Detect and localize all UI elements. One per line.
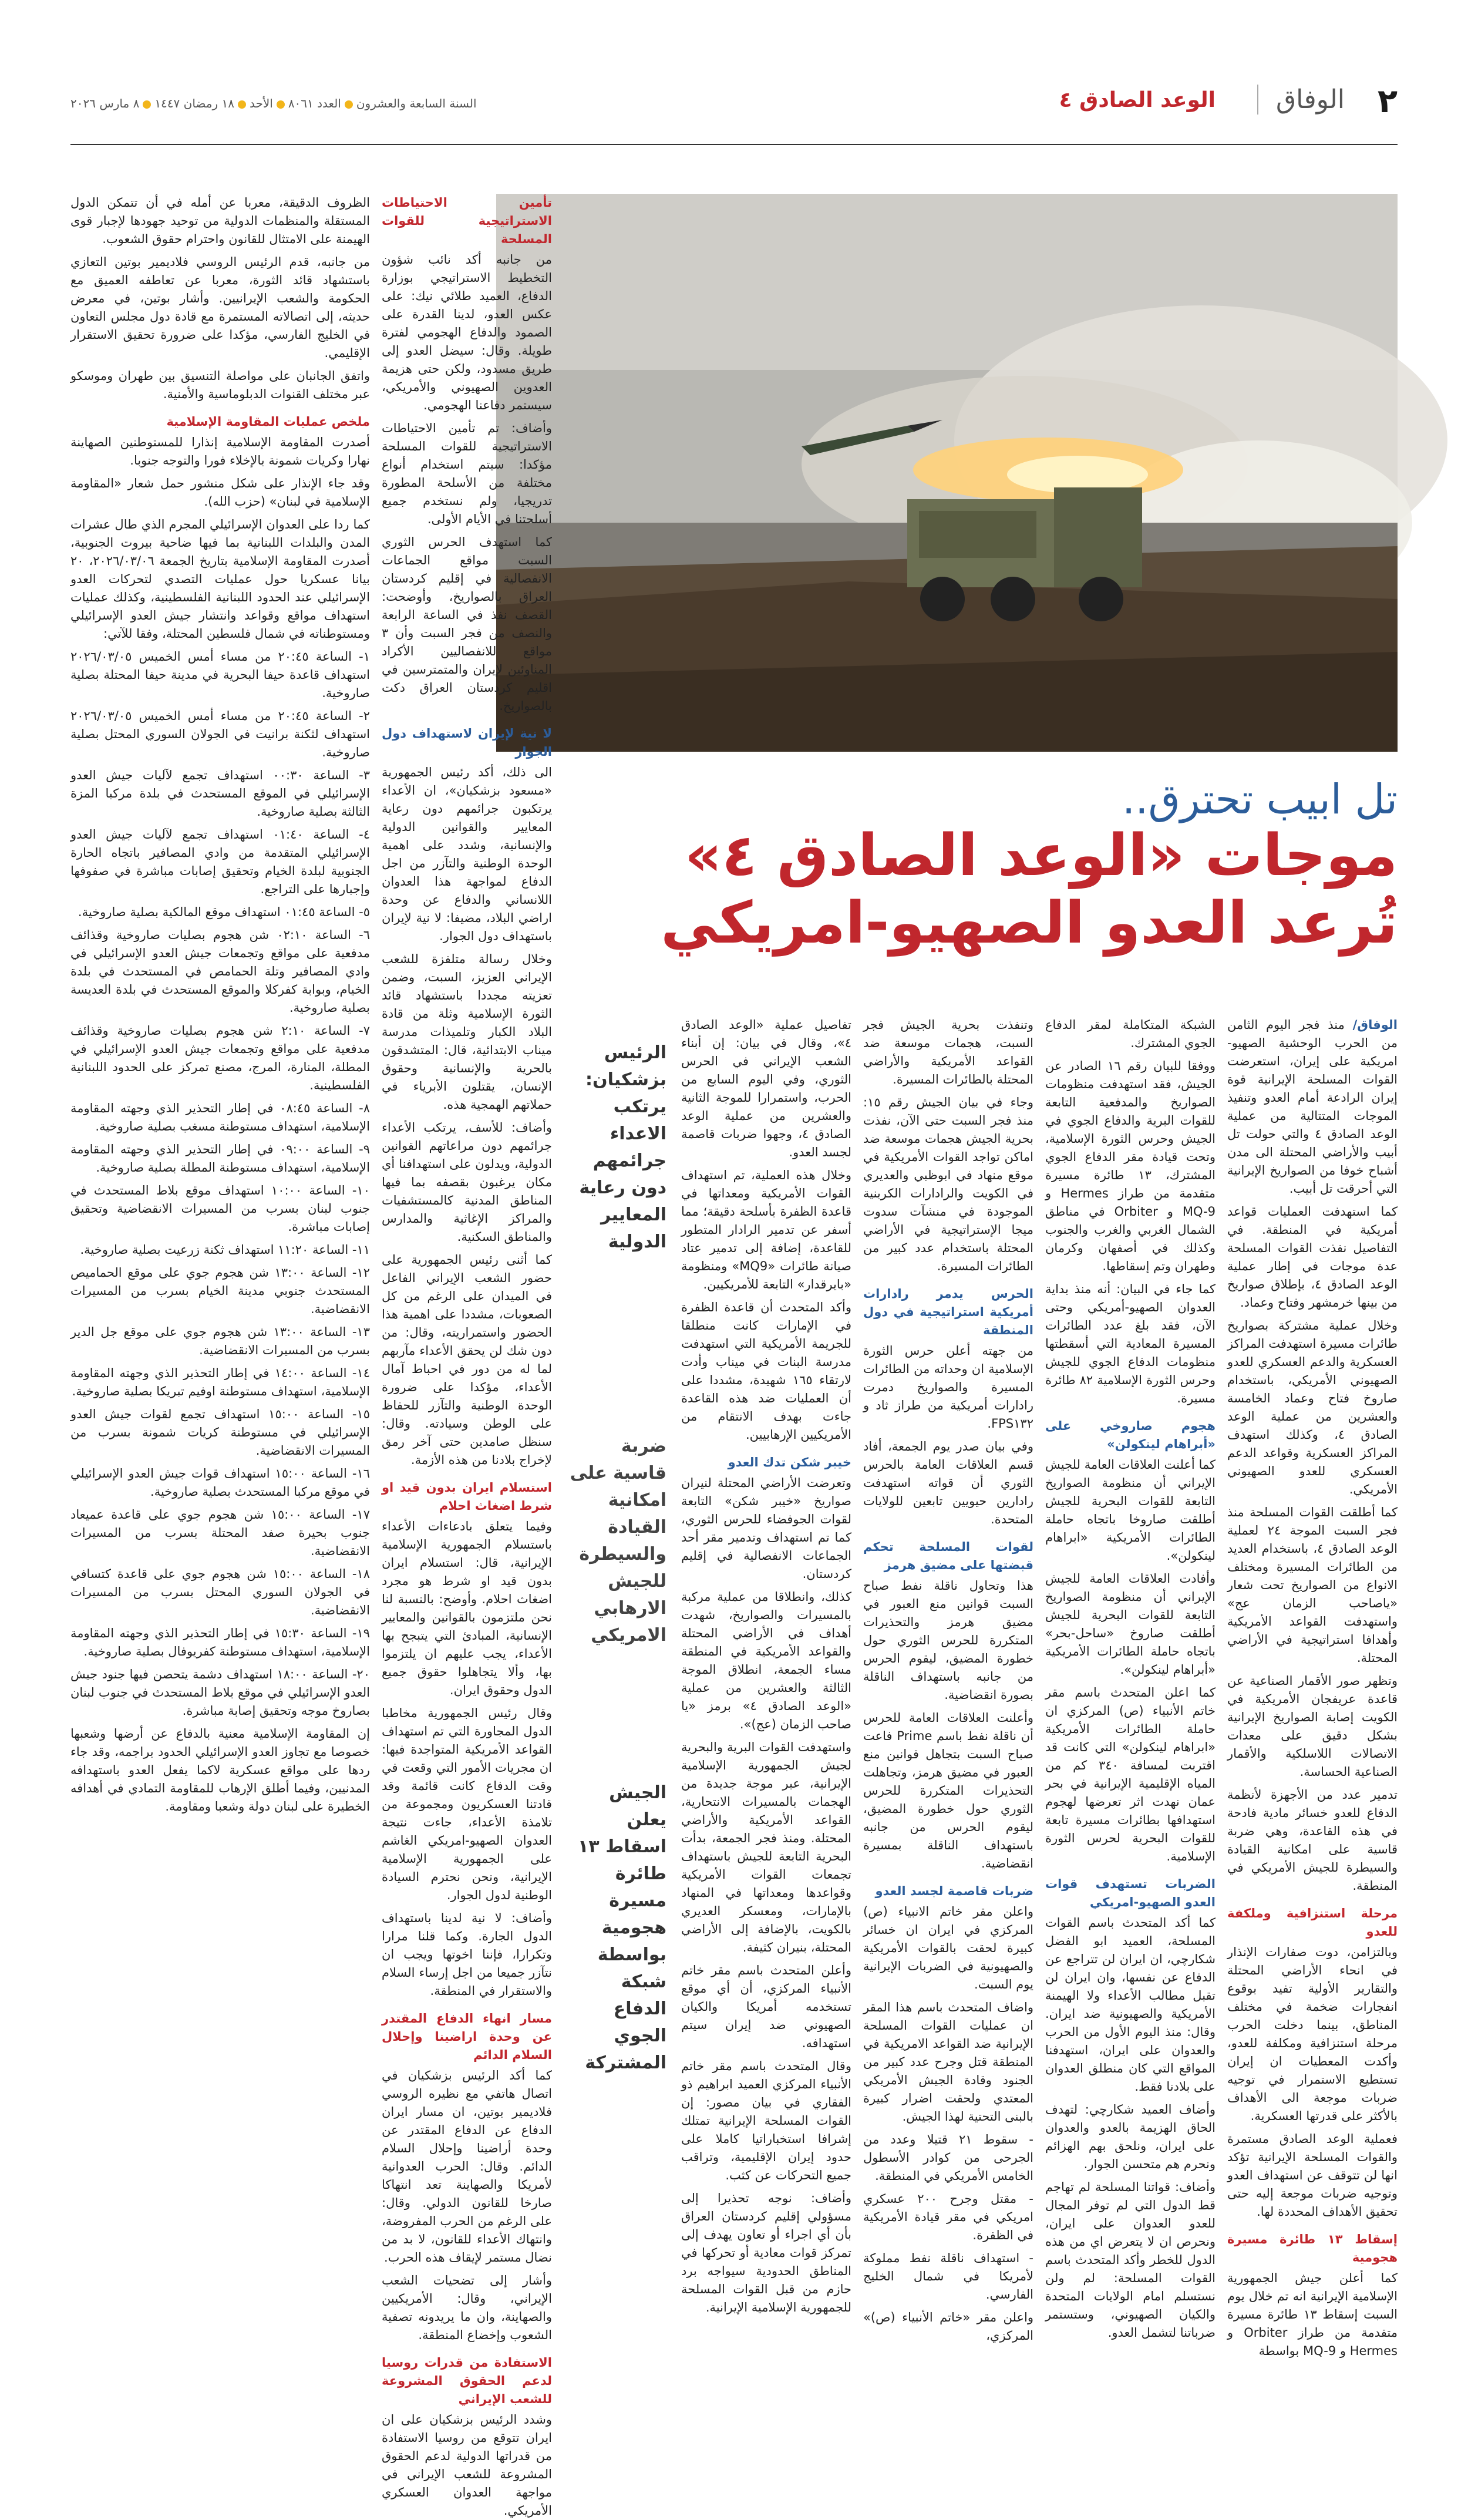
issue-info (70, 96, 477, 110)
subheading: مسار انهاء الدفاع المقتدر عن وحدة اراضينا وإحلال السلام الدائم (382, 2011, 552, 2062)
subheading: ضربات قاصمة لجسد العدو (875, 1884, 1033, 1898)
paragraph: تفاصيل عملية «الوعد الصادق ٤»، وقال في بيان: إن أبناء الشعب الإيراني في الحرس الثوري، وفي اليوم السابع من الحرب، واستمرارا للموجة الثانية والعشرين من عملية الوعد الصادق ٤، وجهوا ضربات قاصمة لجسد العدو. (681, 1018, 851, 1159)
paragraph: إن المقاومة الإسلامية معنية بالدفاع عن أرضها وشعبها خصوصا مع تجاوز العدو الإسرائيلي الحدود براجمه، وقد جاء ردها على مواقع عسكرية لاكما يفعل العدو باستهدافه المدنيين، وفيما أطلق الإرهاب للمقاومة التمادي في أهدافه الخطيرة على لبنان دولة وشعبا ومقاومة. (70, 1727, 370, 1814)
paragraph: من جهته أعلن حرس الثورة الإسلامية ان وحداته من الطائرات المسيرة والصواريخ دمرت رادارات أمريكية من طراز ثاد و FPS١٣٢. (863, 1344, 1033, 1431)
paragraph: كما استهدف الحرس الثوري السبت مواقع الجماعات الانفصالية في إقليم كردستان العراق بالصواريخ، وأوضحت: القصف نفذ في الساعة الرابعة والنصف من فجر السبت وأن ٣ مواقع للانفصاليين الأكراد المناوئين لإيران والمتمترسين في اقليم كردستان العراق دكت بالصواريخ. (382, 535, 552, 713)
paragraph: وأضاف: تم تأمين الاحتياطات الاستراتيجية للقوات المسلحة مؤكدا: سيتم استخدام أنواع مختلفة من الأسلحة المطورة تدريجيا، ولم نستخدم جميع أسلحتنا في الأيام الأولى. (382, 421, 552, 526)
list-item: ١٦- الساعة ١٥:٠٠ استهداف قوات جيش العدو الإسرائيلي في موقع مركبا المستحدث بصلية صاروخية. (70, 1466, 370, 1499)
page-number: ۲ (1377, 82, 1398, 120)
paragraph: وقد جاء الإنذار على شكل منشور حمل شعار «المقاومة الإسلامية في لبنان» (حزب الله). (70, 476, 370, 509)
paragraph: كما جاء في البيان: أنه منذ بداية العدوان الصهيو-أمريكي وحتى الآن، فقد بلغ عدد الطائرات المسيرة المعادية التي أسقطتها منظومات الدفاع الجوي للجيش وحرس الثورة الإسلامية ٨٢ طائرة مسيرة. (1045, 1282, 1216, 1405)
separator-dot-icon (238, 100, 246, 109)
paragraph: أصدرت المقاومة الإسلامية إنذارا للمستوطنين الصهاينة نهارا وكريات شمونة بالإخلاء فورا والتوجه جنوبا. (70, 435, 370, 467)
paragraph: وأعلنت العلاقات العامة للحرس أن ناقلة نفط باسم Prime فاعت صباح السبت بتجاهل قوانين منع العبور في مضيق هرمز، وتجاهلت التحذيرات المتكررة للحرس الثوري حول خطورة المضيق، ليقوم الحرس من جانبه باستهداف الناقلة بمسيرة انقضاضية. (863, 1711, 1033, 1870)
subheading: الحرس يدمر رادارات أمريكية استراتيجية في دول المنطقة (863, 1287, 1033, 1337)
paragraph: وجاء في بيان الجيش رقم ١٥: منذ فجر السبت حتى الآن، نفذت بحرية الجيش هجمات موسعة ضد اماكن تواجد القوات الأمريكية في موقع منهاد في ابوظبي والعديري في الكويت والرادارات الكربنية الموجودة في منشآت سدوت ميجا الإستراتيجية في الأراضي المحتلة باستخدام عدد كبير من الطائرات المسيرة. (863, 1095, 1033, 1273)
paragraph: واتفق الجانبان على مواصلة التنسيق بين طهران وموسكو عبر مختلف القنوات الدبلوماسية والأمنية. (70, 369, 370, 401)
paragraph: كذلك، وانطلاقا من عملية مركبة بالمسيرات والصواريخ، شهدت أهداف في الأراضي المحتلة والقواعد الأمريكية في المنطقة مساء الجمعة، انطلاق الموجة الثالثة والعشرين من عملية «الوعد الصادق ٤» برمز «يا صاحب الزمان (عج)». (681, 1590, 852, 1731)
paragraph: وأضاف: نوجه تحذيرا إلى مسؤولي إقليم كردستان العراق بأن أي اجراء أو تعاون يهدف إلى تمركز قوات معادية أو تحركها في المناطق الحدودية سيواجه برد حازم من قبل القوات المسلحة للجمهورية الإسلامية الإيرانية. (681, 2191, 851, 2314)
paragraph: وشدد الرئيس بزشكيان على ان ايران تتوقع من روسيا الاستفادة من قدراتها الدولية لدعم الحقوق المشروعة للشعب الإيراني في مواجهة العدوان العسكري الأمريكي. (382, 2413, 552, 2518)
subheading: ملخص عمليات المقاومة الإسلامية (166, 415, 370, 429)
list-item: ١- الساعة ٢٠:٤٥ من مساء أمس الخميس ٢٠٢٦/٠٣/٠٥ استهداف قاعدة حيفا البحرية في مدينة حيفا المحتلة بصلية صاروخية. (70, 650, 370, 700)
list-item: ٧- الساعة ٢:١٠ شن هجوم بصليات صاروخية وقذائف مدفعية على مواقع وتجمعات جيش العدو الإسرائيلي في المطلة، المنارة، المرج، مصنع تمركز على الحدود اللبنانية الفلسطينية. (70, 1024, 370, 1092)
pull-quote-1: الرئيس بزشكيان: يرتكب الاعداء جرائمهم دون رعاية المعايير الدولية (579, 1042, 666, 1252)
paragraph: وفيما يتعلق بادعاءات الأعداء باستسلام الجمهورية الإسلامية الإيرانية، قال: استسلام ايران بدون قيد او شرط هو مجرد اضغاث احلام. وأوضح: بالنسبة لنا نحن ملتزمون بالقوانين والمعايير الإنسانية، المبادئ التي يتبجح بها الأعداء، يجب عليهم ان يلتزموا بها، وألا يتجاهلوا حقوق جميع الدول وحقوق ايران. (382, 1519, 552, 1697)
paragraph (1227, 1016, 1398, 1198)
photo-illustration (496, 194, 1398, 752)
article-column-7 (70, 194, 370, 1985)
paragraph: وأضاف: قواتنا المسلحة لم تهاجم قط الدول التي لم توفر المجال للعدو العدوان على ايران، ونحرص ان لا يتعرض اي من هذه الدول للخطر وأكد المتحدث باسم القوات المسلحة: لم ولن نستسلم امام الولايات المتحدة والكيان الصهيوني، وستستمر ضرباتنا لتشمل العدو. (1045, 2180, 1216, 2340)
byline: الوفاق/ (1352, 1018, 1398, 1032)
list-item: ١٧- الساعة ١٥:٠٠ شن هجوم جوي على قاعدة عميعاد جنوب بحيرة صفد المحتلة بسرب من المسيرات الانقضاضية. (70, 1508, 370, 1558)
paragraph: هذا وتحاول ناقلة نفط صباح السبت قوانين منع العبور في مضيق هرمز والتحذيرات المتكررة للحرس الثوري حول خطورة المضيق، ليقوم الحرس من جانبه باستهداف الناقلة بصورة انقضاضية. (863, 1579, 1033, 1702)
paragraph: وأعلن المتحدث باسم مقر خاتم الأنبياء المركزي، أن أي موقع تستخدمه أمريكا والكيان الصهيوني ضد إيران سيتم استهدافه. (681, 1963, 851, 2050)
paragraph: وتظهر صور الأقمار الصناعية عن قاعدة عريفجان الأمريكية في الكويت إصابة الصواريخ الإيرانية بشكل دقيق على معدات الاتصالات اللاسلكية والأقمار الصناعية الحساسة. (1227, 1674, 1398, 1779)
article-column-6 (382, 194, 552, 2518)
paragraph: وأضاف: لا نية لدينا باستهداف الدول الجارة. وكما قلنا مرارا وتكرارا، فإننا اخوتها ويجب ان نتآزر جميعا من اجل إرساء السلام والاستقرار في المنطقة. (382, 1911, 552, 1998)
paragraph: وتنفذت بحرية الجيش فجر السبت، هجمات موسعة ضد القواعد الأمريكية والأراضي المحتلة بالطائرات المسيرة. (863, 1018, 1033, 1086)
paragraph: وأشار إلى تضحيات الشعب الإيراني، وقال: الأمريكيين والصهاينة، وان ما يريدونه تصفية الشعوب وإخضاع المنطقة. (382, 2273, 552, 2342)
list-item: ١٥- الساعة ١٥:٠٠ استهداف تجمع لقوات جيش العدو الإسرائيلي في مستوطنة كريات شمونة بسرب من المسيرات الانقضاضية. (70, 1407, 370, 1458)
pull-quote-2: ضربة قاسية على امكانية القيادة والسيطرة للجيش الارهابي الامريكي (570, 1436, 666, 1646)
paragraph: وأضاف العميد شكارچي: لتهدف الحاق الهزيمة بالعدو والعدوان على ايران، ونلحق بهم الهزائم ونحرم هم متحسن الجوار. (1045, 2102, 1216, 2171)
missile-launch-photo (496, 194, 1398, 752)
issue-date: ٨ مارس ٢٠٢٦ (70, 96, 140, 110)
list-item: ١٠- الساعة ١٠:٠٠ استهداف موقع بلاط المستحدث في جنوب لبنان بسرب من المسيرات الانقضاضية وتحقيق إصابات مباشرة. (70, 1183, 370, 1234)
list-item: ٨- الساعة ٠٨:٤٥ في إطار التحذير الذي وجهته المقاومة الإسلامية، استهداف مستوطنة مسغب بصلية صاروخية. (70, 1101, 370, 1133)
subheading: مرحلة استنزافية وملكفة للعدو (1227, 1906, 1398, 1939)
paragraph: - استهداف ناقلة نفط مملوكة لأمريكا في شمال الخليج الفارسي. (863, 2251, 1033, 2302)
subheading: لا نية لإيران لاستهداف دول الجوار (382, 726, 552, 759)
paragraph: كما أعلنت العلاقات العامة للجيش الإيراني أن منظومة الصواريخ التابعة للقوات البحرية للجيش أطلقت صاروخا باتجاه حاملة الطائرات الأمريكية «ابراهام لينكولن». (1045, 1458, 1216, 1563)
issue-day: الأحد (249, 96, 273, 110)
paragraph: وبالتزامن، دوت صفارات الإنذار في انحاء الأراضي المحتلة والتقارير الأولية تفيد بوقوع انفجارات ضخمة في مختلف المناطق، بينما دخلت الحرب مرحلة استنزافية ومكلفة للعدو، وأكدت المعطيات ان إيران تستطيع الاستمرار في توجيه ضربات موجعة الى الأهداف بالأكثر على قدرتها العسكرية. (1227, 1945, 1398, 2123)
paragraph: - سقوط ٢١ قتيلا وعدد من الجرحى من كوادر الأسطول الخامس الأمريكي في المنطقة. (863, 2132, 1033, 2183)
paragraph: الظروف الدقيقة، معربا عن أمله في أن تتمكن الدول المستقلة والمنظمات الدولية من توحيد جهودها لإجبار قوى الهيمنة على الامتثال للقانون واحترام حقوق الشعوب. (70, 196, 370, 246)
masthead (70, 82, 1398, 135)
paragraph: - مقتل وجرح ٢٠٠ عسكري امريكي في مقر قيادة الأمريكية في الظفرة. (863, 2192, 1034, 2242)
list-item: ٢- الساعة ٢٠:٤٥ من مساء أمس الخميس ٢٠٢٦/٠٣/٠٥ استهداف لثكنة برانيت في الجولان السوري المحتل بصلية صاروخية. (70, 709, 370, 759)
paragraph: وقال المتحدث باسم مقر خاتم الأنبياء المركزي العميد ابراهيم ذو الفقاري في بيان مصور: إن القوات المسلحة الإيرانية تمتلك إشرافا استخباراتيا كاملا على حدود إيران الإقليمية، وتراقب جميع التحركات عن كثب. (681, 2059, 851, 2182)
list-item: ٣- الساعة ٠٠:٣٠ استهداف تجمع لآليات جيش العدو الإسرائيلي في الموقع المستحدث في بلدة مركبا المزة الثالثة بصلية صاروخية. (70, 768, 370, 819)
paragraph: كما أكد الرئيس بزشكيان في اتصال هاتفي مع نظيره الروسي فلاديمير بوتين، ان مسار ايران الدفاع عن الدفاع المقتدر عن وحدة أراضينا وإحلال السلام الدائم. وقال: الحرب العدوانية لأمريكا والصهاينة تعد انتهاكا صارخا للقانون الدولي. وقال: على الرغم من الحرب المفروضة، وانتهاك الأعداء للقانون، لا بد من نضال مستمر لإيقاف هذه الحرب. (382, 2068, 552, 2265)
paragraph: وخلال عملية مشتركة بصواريخ طائرات مسيرة استهدفت المراكز العسكرية والدعم العسكري للعدو الصهيوني الأمريكي، باستخدام صاروخ فتاح وعماد الخامسة والعشرين من عملية الوعد الصادق ٤، وكذلك استهدف المراكز العسكرية وقواعد الدعم العسكري للعدو الصهيوني الأمريكي. (1227, 1318, 1398, 1496)
subheading: هجوم صاروخي على «أبراهام لينكولن» (1045, 1419, 1216, 1451)
subheading: لقوات المسلحة تحكم قبضتها على مضيق هرمز (863, 1540, 1033, 1572)
paragraph-text: منذ فجر اليوم الثامن من الحرب الوحشية الصهيو-امريكية على إيران، استعرضت القوات المسلحة الإيرانية قوة إيران الرادعة أمام العدو وتنفيذ الموجات المتتالية من عملية الوعد الصادق ٤ والتي حولت تل أبيب والأراضي المحتلة الى مدن أشباح خوفا من الصواريخ الإيرانية التي أحرقت تل أبيب. (1227, 1018, 1398, 1196)
list-item: ١١- الساعة ١١:٢٠ استهداف ثكنة زرعيت بصلية صاروخية. (80, 1243, 370, 1257)
subheading: تأمين الاحتياطات الاستراتيجية للقوات المسلحة (382, 196, 552, 246)
list-item: ٩- الساعة ٠٩:٠٠ في إطار التحذير الذي وجهته المقاومة الإسلامية، استهداف مستوطنة المطلة بصلية صاروخية. (70, 1142, 370, 1175)
article-column-2 (1045, 1016, 1216, 2340)
article-column-4 (681, 1016, 852, 2314)
section-title: الوعد الصادق ٤ (1059, 88, 1216, 112)
separator-dot-icon (345, 100, 353, 109)
paragraph: واستهدفت القوات البرية والبحرية لجيش الجمهورية الإسلامية الإيرانية، عبر موجة جديدة من الهجمات بالمسيرات الانتحارية، القواعد الأمريكية والأراضي المحتلة. ومنذ فجر الجمعة، بدأت البحرية التابعة للجيش باستهداف تجمعات القوات الأمريكية وقواعدها ومعداتها في المنهاد بالإمارات، ومعسكر العديري بالكويت، بالإضافة إلى الأراضي المحتلة، بنيران كثيفة. (681, 1740, 851, 1954)
paragraph: وتعرضت الأراضي المحتلة لنيران صواريخ «خيبر شكن» التابعة لقوات الجوفضاء للحرس الثوري، كما تم استهداف وتدمير مقر أحد الجماعات الانفصالية في إقليم كردستان. (681, 1476, 851, 1581)
subheading: إسقاط ١٣ طائرة مسيرة هجومية (1227, 2232, 1398, 2265)
issue-number: العدد ٨٠٦١ (288, 96, 341, 110)
subheading: الضربات تستهدف قوات العدو الصهيو-امريكي (1045, 1877, 1216, 1909)
paragraph: وخلال هذه العملية، تم استهداف القوات الأمريكية ومعداتها في قاعدة الظفرة بأسلحة دقيقة؛ مما أسفر عن تدمير الرادار المتطور للقاعدة، إضافة إلى تدمير عتاد صيانة طائرات «MQ9» ومنظومة «بايرقدار» التابعة للأمريكيين. (681, 1168, 851, 1291)
header-rule (70, 144, 1398, 145)
article-column-1 (1227, 1016, 1398, 2358)
list-item: ٦- الساعة ٠٢:١٠ شن هجوم بصليات صاروخية وقذائف مدفعية على مواقع وتجمعات جيش العدو الإسرائيلي في وادي المصافير وتلة الحمامص في المستحدث في بلدة الخيام، وبوابة كفركلا والموقع المستحدث في بلدة العديسة بصلية صاروخية. (70, 928, 370, 1015)
paragraph: الشبكة المتكاملة لمقر الدفاع الجوي المشترك. (1045, 1018, 1216, 1050)
list-item: ١٨- الساعة ١٥:٠٠ شن هجوم جوي على قاعدة كتسافي في الجولان السوري المحتل بسرب من المسيرات الانقضاضية. (70, 1567, 370, 1617)
paragraph: واعلن مقر خاتم الانبياء (ص) المركزي في ايران ان خسائر كبيرة لحقت بالقوات الأمريكية والصهيونية في الضربات الإيرانية يوم السبت. (863, 1905, 1033, 1991)
paragraph: وخلال رسالة متلفزة للشعب الإيراني العزيز، السبت، وضمن تعزيته مجددا باستشهاد قائد الثورة الإسلامية وثلة من قادة البلاد الكبار وتلميذات مدرسة ميناب الابتدائية، قال: المتشدقون بالحرية والإنسانية وحقوق الإنسان، يقتلون الأبرياء في حملاتهم الهمجية هذه. (382, 952, 552, 1112)
paragraph: الى ذلك، أكد رئيس الجمهورية «مسعود بزشكيان»، ان الأعداء يرتكبون جرائمهم دون رعاية المعايير والقوانين الدولية والإنسانية، وشدد على اهمية الوحدة الوطنية والتآزر من اجل الدفاع لمواجهة هذا العدوان اللانساني والدفاع عن وحدة اراضي البلاد، مضيفا: لا نية لإيران باستهداف دول الجوار. (382, 765, 552, 943)
list-item: ٤- الساعة ٠١:٤٠ استهداف تجمع لآليات جيش العدو الإسرائيلي المتقدمة من وادي المصافير باتجاه الحارة الجنوبية لبلدة الخيام وتحقيق إصابات مباشرة في صفوفها وإجبارها على التراجع. (70, 827, 370, 896)
list-item: ٥- الساعة ٠١:٤٥ استهداف موقع المالكية بصلية صاروخية. (78, 905, 370, 919)
paragraph: وأضاف: للأسف، يرتكب الأعداء جرائمهم دون مراعاتهم القوانين الدولية، ويدلون على استهدافنا أي مكان يرغبون بقصفه بما فيها المناطق المدنية كالمستشفيات والمراكز الإغاثية والمدارس والمناطق السكنية. (382, 1121, 552, 1244)
paragraph: وقال رئيس الجمهورية مخاطبا الدول المجاورة التي تم استهداف القواعد الأمريكية المتواجدة فيها: ان مجريات الأمور التي وقعت في وقت الدفاع كانت قائمة وقد قادتنا العسكريون ومجموعة من تلامذة الأعداء، جاءت نتيجة العدوان الصهيو-امريكي الغاشم على الجمهورية الإسلامية الإيرانية، ونحن نحترم السيادة الوطنية لدول الجوار. (382, 1706, 552, 1902)
list-item: ١٢- الساعة ١٣:٠٠ شن هجوم جوي على موقع الحماميص المستحدث جنوبي مدينة الخيام بسرب من المسيرات الانقضاضية. (70, 1266, 370, 1316)
list-item: ١٤- الساعة ١٤:٠٠ في إطار التحذير الذي وجهته المقاومة الإسلامية، استهداف مستوطنة اوفيم تبريكا بصلية صاروخية. (70, 1366, 370, 1398)
paragraph: من جانبه، قدم الرئيس الروسي فلاديمير بوتين التعازي باستشهاد قائد الثورة، معربا عن تعاطفه العميق مع الحكومة والشعب الإيرانيين. وأشار بوتين، في معرض حديثه، إلى اتصالاته المستمرة مع قادة دول مجلس التعاون في الخليج الفارسي، مؤكدا على ضرورة تحقيق الاستقرار الإقليمي. (70, 255, 370, 360)
list-item: ١٩- الساعة ١٥:٣٠ في إطار التحذير الذي وجهته المقاومة الإسلامية، استهداف مستوطنة كفريوفال بصلية صاروخية. (70, 1626, 370, 1658)
paragraph: كما أثنى رئيس الجمهورية على حضور الشعب الإيراني الفاعل في الميدان على الرغم من كل الصعوبات، مشددا على اهمية هذا الحضور واستمراريته، وقال: من دون شك لن يحقق الأعداء مآربهم لما له من دور في احباط آمال الأعداء، مؤكدا على ضرورة الوحدة الوطنية والتآزر للحفاظ على الوطن وسيادته. وقال: سنظل صامدين حتى آخر رمق لإخراج بلادنا من هذه الأزمة. (382, 1253, 552, 1467)
headline-line-1: موجات «الوعد الصادق ٤» (685, 822, 1398, 889)
paragraph: كما استهدفت العمليات قواعد أمريكية في المنطقة. في التفاصيل نفذت القوات المسلحة عدة موجات في إطار عملية الوعد الصادق ٤، بإطلاق صواريخ من بينها خرمشهر وفتاح وعماد. (1227, 1205, 1398, 1310)
subheading: خيبر شكن تدك العدو (728, 1455, 851, 1469)
paragraph: كما اعلن المتحدث باسم مقر خاتم الأنبياء (ص) المركزي ان حاملة الطائرات الأمريكية «ابراهام لينكولن» التي كانت قد اقتربت لمسافة ٣٤٠ كم من المياه الإقليمية الإيرانية في بحر عمان نهدت اثر تعرضها لهجوم استهدافها بطائرات مسيرة تابعة للقوات البحرية لحرس الثورة الإسلامية. (1045, 1685, 1216, 1863)
paragraph: من جانبه أكد نائب شؤون التخطيط الاستراتيجي بوزارة الدفاع، العميد طلائي نيك: على عكس العدو، لدينا القدرة على الصمود والدفاع الهجومي لفترة طويلة. وقال: سيضل العدو إلى طريق مسدود، ولكن حتى هزيمة العدوين الصهيوني والأمريكي، سيستمر دفاعنا الهجومي. (382, 253, 552, 412)
article-column-3 (863, 1016, 1034, 2343)
list-item: ٢٠- الساعة ١٨:٠٠ استهداف دشمة يتحصن فيها جنود جيش العدو الإسرائيلي في موقع بلاط المستحدث في جنوب لبنان بصاروخ موجه وتحقيق إصابة مباشرة. (70, 1667, 370, 1718)
paragraph: كما أطلقت القوات المسلحة منذ فجر السبت الموجة ٢٤ لعملية الوعد الصادق ٤، باستخدام العديد من الطائرات المسيرة ومختلف الانواع من الصواريخ تحت شعار «ياصاحب الزمان عج» واستهدفت القواعد الأمريكية وأهدافا استراتيجية في الأراضي المحتلة. (1227, 1505, 1398, 1665)
separator-dot-icon (143, 100, 151, 109)
subheading: استسلام ايران بدون قيد او شرط اضغاث احلام (382, 1481, 552, 1513)
paragraph: كما أعلن جيش الجمهورية الإسلامية الإيرانية انه تم خلال يوم السبت إسقاط ١٣ طائرة مسيرة متقدمة من طراز Orbiter و Hermes و MQ-9 بواسطة (1227, 2271, 1398, 2358)
paragraph: واعلن مقر «خاتم الأنبياء (ص)» المركزي، (863, 2310, 1033, 2343)
paragraph: وأكد المتحدث أن قاعدة الظفرة في الإمارات كانت منطلقا للجريمة الأمريكية التي استهدفت مدرسة البنات في ميناب وأدت لارتقاء ١٦٥ شهيدة، مشددا على أن العمليات ضد هذه القاعدة جاءت بهدف الانتقام من الأمريكيين الإرهابيين. (681, 1300, 851, 1442)
headline-kicker: تل ابيب تحترق.. (1122, 775, 1398, 823)
paragraph: كما أكد المتحدث باسم القوات المسلحة، العميد ابو الفضل شكارچي، ان ايران لن تتراجع عن الدفاع عن نفسها، وان ايران لن تقبل مطالب الأعداء ولا الهيمنة الأمريكية والصهيونية ضد ايران. وقال: منذ اليوم الأول من الحرب والعدوان على ايران، استهدفنا المواقع التي كان منطلق العدوان على بلادنا فقط. (1045, 1916, 1216, 2094)
newspaper-logo: الوفاق (1257, 85, 1345, 115)
paragraph: ووفقا للبيان رقم ١٦ الصادر عن الجيش، فقد استهدفت منظومات الصواريخ والمدفعية التابعة للقوات البرية والدفاع الجوي في الجيش وحرس الثورة الإسلامية، وتحت قيادة مقر الدفاع الجوي المشترك، ١٣ طائرة مسيرة متقدمة من طراز Hermes و MQ-9 و Orbiter في مناطق الشمال الغربي والغرب والجنوب وكذلك في أصفهان وكرمان وطهران وتم إسقاطها. (1045, 1059, 1216, 1273)
issue-year: السنة السابعة والعشرون (356, 96, 477, 110)
paragraph: واضاف المتحدث باسم هذا المقر ان عمليات القوات المسلحة الإيرانية ضد القواعد الامريكية في المنطقة قتل وجرح عدد كبير من الجنود وقادة الجيش الأمريكي المعتدي ولحقت اضرار كبيرة بالبنى التحتية لهذا الجيش. (863, 2000, 1033, 2124)
paragraph: كما ردا على العدوان الإسرائيلي المجرم الذي طال عشرات المدن والبلدات اللبنانية بما فيها ضاحية بيروت الجنوبية، أصدرت المقاومة الإسلامية بتاريخ الجمعة ٢٠٢٦/٠٣/٠٦، ٢٠ بيانا عسكريا حول عمليات التصدي لتحركات العدو الإسرائيلي عند الحدود اللبنانية الفلسطينية، وكذلك عمليات استهداف مواقع وقواعد وانتشار جيش العدو الإسرائيلي ومستوطناته في شمال فلسطين المحتلة، وفقا للآتي: (70, 517, 371, 641)
paragraph: وأفادت العلاقات العامة للجيش الإيراني أن منظومة الصواريخ التابعة للقوات البحرية للجيش أطلقت صاروخ «ساحل-بحر» باتجاه حاملة الطائرات الأمريكية «أبراهام لينكولن». (1045, 1572, 1216, 1677)
list-item: ١٣- الساعة ١٣:٠٠ شن هجوم جوي على موقع جل الدير بسرب من المسيرات الانقضاضية. (70, 1325, 370, 1357)
headline-line-2: تُرعد العدو الصهيو-امريكي (661, 890, 1398, 957)
pull-quote-3: الجيش يعلن اسقاط ١٣ طائرة مسيرة هجومية بواسطة شبكة الدفاع الجوي المشتركة (578, 1782, 666, 2073)
paragraph: وفي بيان صدر يوم الجمعة، أفاد قسم العلاقات العامة بالحرس الثوري أن قواته استهدفت رادارين حيويين تابعين للولايات المتحدة. (863, 1439, 1033, 1526)
subheading: الاستفادة من قدرات روسيا لدعم الحقوق المشروعة للشعب الإيراني (382, 2356, 552, 2406)
separator-dot-icon (277, 100, 285, 109)
issue-hijri-date: ١٨ رمضان ١٤٤٧ (154, 96, 234, 110)
paragraph: تدمير عدد من الأجهزة لأنظمة الدفاع للعدو خسائر مادية فادحة في هذه القاعدة، وهي ضربة قاسية على امكانية القيادة والسيطرة للجيش الأمريكي في المنطقة. (1227, 1788, 1398, 1893)
paragraph: فعملية الوعد الصادق مستمرة والقوات المسلحة الإيرانية تؤكد انها لن تتوقف عن استهداف العدو وتوجيه ضربات موجعة إليه حتى تحقيق الأهداف المحددة لها. (1227, 2132, 1398, 2219)
